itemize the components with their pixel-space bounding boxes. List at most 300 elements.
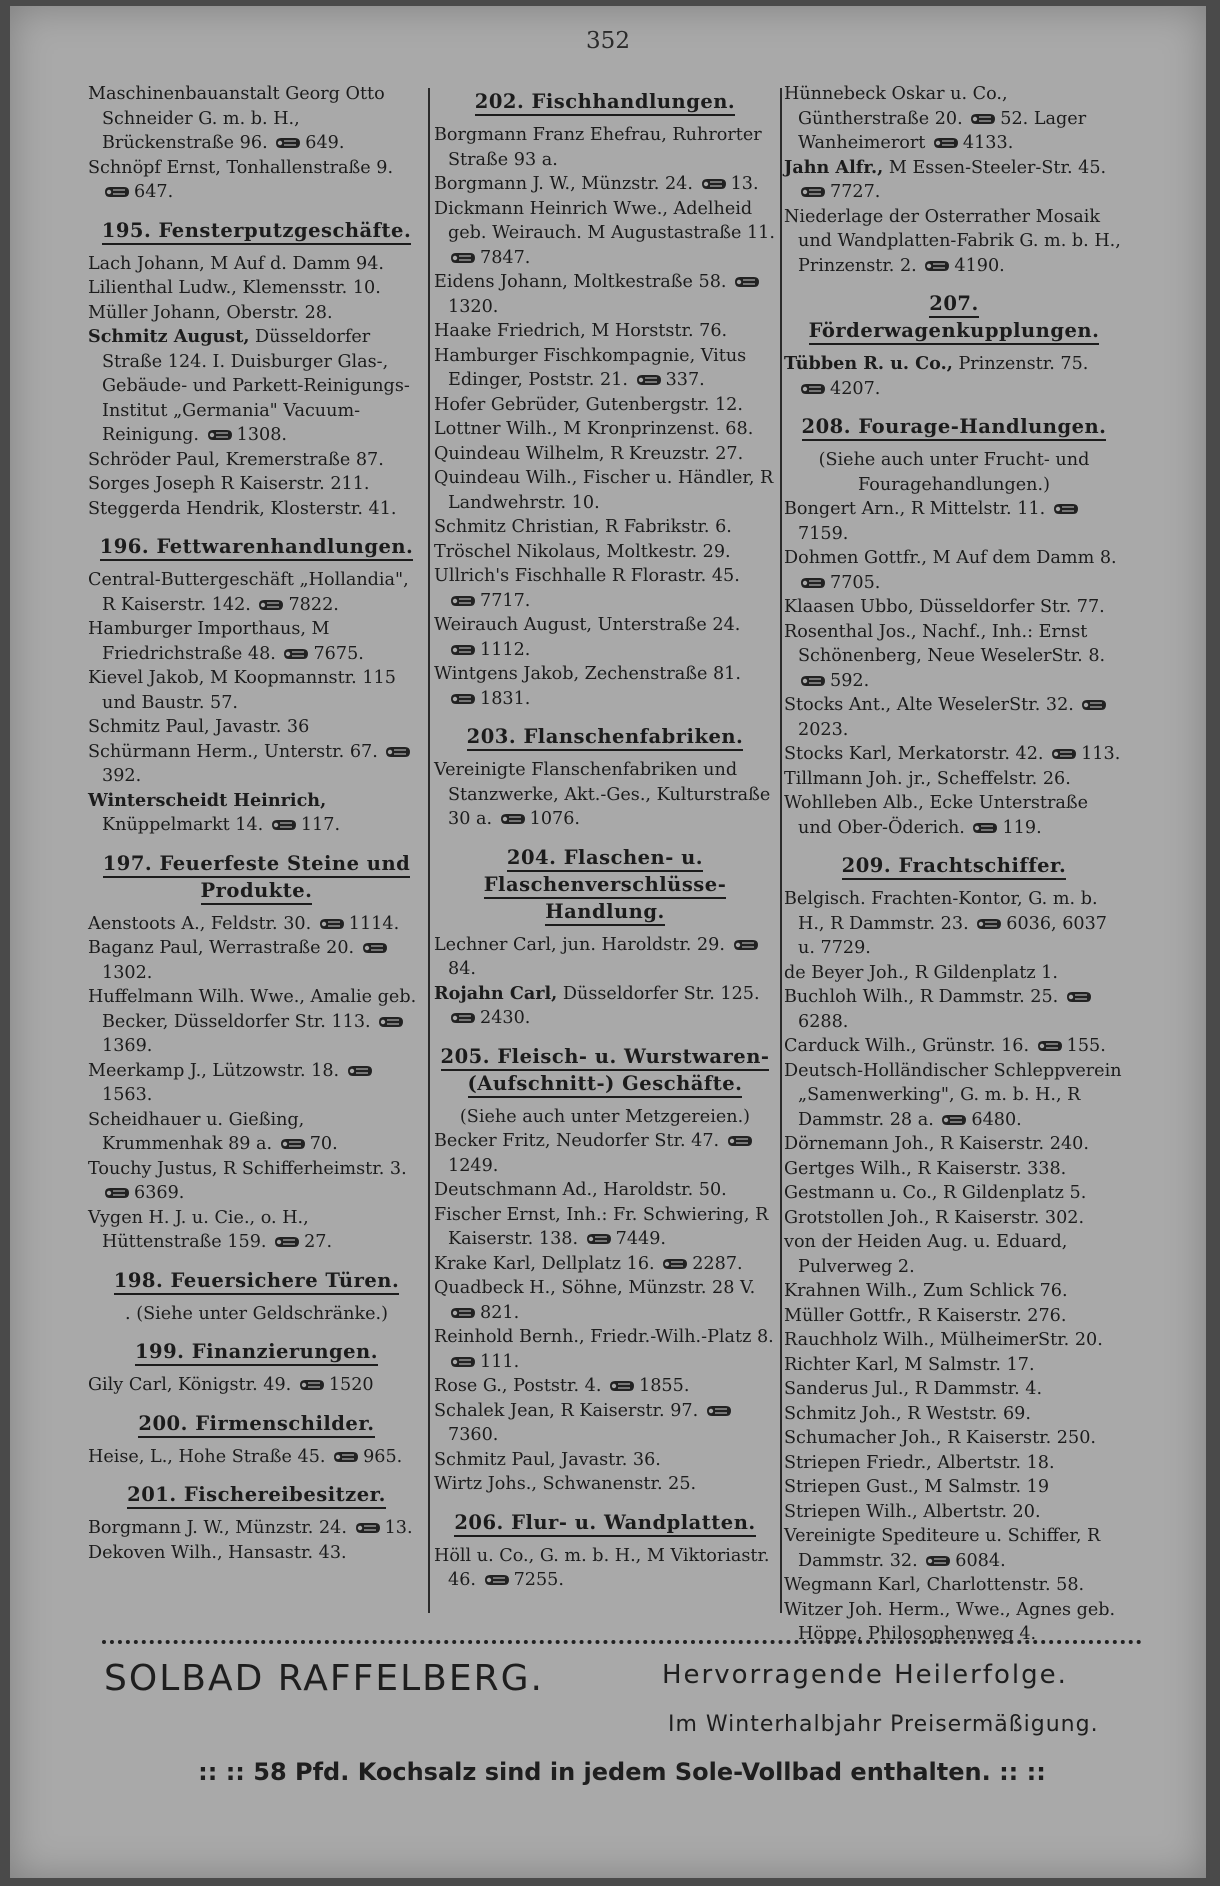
phone-number: 1855. xyxy=(639,1376,690,1396)
section-note: (Siehe auch unter Frucht- und Fouragehandlungen.) xyxy=(818,450,1090,495)
directory-entry xyxy=(784,497,1124,546)
entry-text: Schmitz Christian, R Fabrikstr. 6. xyxy=(434,517,732,537)
phone-number: 965. xyxy=(363,1446,403,1467)
telephone-icon xyxy=(1037,1039,1063,1053)
entry-text: Central-Buttergeschäft „Hollandia", R Kaiserstr. 142. xyxy=(88,570,409,615)
phone-number: 337. xyxy=(665,370,705,390)
entry-text: Borgmann Franz Ehefrau, Ruhrorter Straße 93 a. xyxy=(434,125,762,170)
directory-entry xyxy=(434,982,776,1031)
ad-slogan: Hervorragende Heilerfolge. xyxy=(662,1660,1068,1690)
telephone-icon xyxy=(662,1257,688,1271)
entry-text: Müller Gottfr., R Kaiserstr. 276. xyxy=(784,1305,1067,1326)
telephone-icon xyxy=(500,812,526,826)
entry-text: de Beyer Joh., R Gildenplatz 1. xyxy=(784,962,1058,983)
directory-section xyxy=(88,1267,425,1327)
entry-text: Striepen Friedr., Albertstr. 18. xyxy=(784,1452,1055,1473)
directory-entry xyxy=(434,515,776,540)
entry-text: Vereinigte Flanschenfabriken und Stanzwerke, Akt.-Ges., Kulturstraße 30 a. xyxy=(434,760,771,829)
phone-number: 119. xyxy=(1002,817,1042,838)
telephone-icon xyxy=(450,692,476,706)
phone-number: 111. xyxy=(480,1351,520,1372)
entry-text: Düsseldorfer Straße 124. I. Duisburger Glas-, Gebäude- und Parkett-Reinigungs-Institut „Germania" Vacuum-Reinigung. xyxy=(102,327,410,445)
entry-text: Becker Fritz, Neudorfer Str. 47. xyxy=(434,1131,720,1151)
entry-name: Tübben R. u. Co., xyxy=(784,353,953,374)
directory-entry xyxy=(784,1573,1124,1598)
telephone-icon xyxy=(271,818,297,832)
directory-entry xyxy=(88,156,425,205)
directory-entry xyxy=(434,1544,776,1593)
entry-text: Vereinigte Spediteure u. Schiffer, R Dammstr. 32. xyxy=(784,1526,1101,1571)
phone-number: 7717. xyxy=(480,590,531,611)
directory-entry xyxy=(434,1325,776,1374)
telephone-icon xyxy=(283,647,309,661)
phone-number: 7449. xyxy=(615,1229,667,1249)
directory-entry xyxy=(434,613,776,662)
directory-entry xyxy=(88,1108,425,1157)
telephone-icon xyxy=(450,1355,476,1369)
entry-text: Richter Karl, M Salmstr. 17. xyxy=(784,1354,1035,1375)
directory-section xyxy=(88,850,425,1255)
entry-text: Schnöpf Ernst, Tonhallenstraße 9. xyxy=(88,157,394,178)
entry-text: Witzer Joh. Herm., Wwe., Agnes geb. Höppe, Philosophenweg 4. xyxy=(784,1599,1116,1644)
entry-text: Tillmann Joh. jr., Scheffelstr. 26. xyxy=(784,768,1071,789)
phone-number: 4133. xyxy=(962,133,1014,153)
entry-text: Sanderus Jul., R Dammstr. 4. xyxy=(784,1379,1043,1399)
directory-entry xyxy=(784,1059,1124,1133)
telephone-icon xyxy=(941,1113,967,1127)
directory-entry xyxy=(784,1034,1124,1059)
telephone-icon xyxy=(207,428,233,442)
phone-number: 1249. xyxy=(448,1155,499,1176)
telephone-icon xyxy=(933,136,959,150)
directory-entry xyxy=(784,791,1124,840)
directory-section xyxy=(88,1410,425,1470)
directory-entry xyxy=(784,1304,1124,1329)
entry-text: Wirtz Johs., Schwanenstr. 25. xyxy=(434,1474,697,1494)
entry-text: Fischer Ernst, Inh.: Fr. Schwiering, R Kaiserstr. 138. xyxy=(434,1204,769,1249)
phone-number: 13. xyxy=(384,1518,413,1538)
directory-entry xyxy=(88,301,425,326)
directory-entry xyxy=(88,472,425,497)
phone-number: 1112. xyxy=(480,639,531,660)
telephone-icon xyxy=(355,1521,381,1535)
entry-text: Schmitz Paul, Javastr. 36 xyxy=(88,717,310,737)
entry-text: Vygen H. J. u. Cie., o. H., Hüttenstraße 159. xyxy=(88,1207,309,1252)
entry-text: Dickmann Heinrich Wwe., Adelheid geb. Weirauch. M Augustastraße 11. xyxy=(434,198,775,243)
entry-text: Ullrich's Fischhalle R Florastr. 45. xyxy=(434,566,740,586)
directory-entry xyxy=(784,767,1124,792)
directory-entry xyxy=(88,985,425,1059)
entry-text: Tröschel Nikolaus, Moltkestr. 29. xyxy=(434,541,731,562)
entry-text: M Essen-Steeler-Str. 45. xyxy=(888,157,1107,178)
entry-text: Bongert Arn., R Mittelstr. 11. xyxy=(784,499,1046,519)
directory-entry xyxy=(784,887,1124,961)
phone-number: 113. xyxy=(1081,744,1121,764)
telephone-icon xyxy=(450,1011,476,1025)
phone-number: 155. xyxy=(1066,1036,1106,1056)
telephone-icon xyxy=(362,941,388,955)
phone-number: 27. xyxy=(304,1232,333,1252)
entry-text: Stocks Ant., Alte WeselerStr. 32. xyxy=(784,695,1074,715)
directory-entry xyxy=(434,1472,776,1497)
section-heading xyxy=(88,1410,425,1437)
telephone-icon xyxy=(450,643,476,657)
entry-text: Striepen Wilh., Albertstr. 20. xyxy=(784,1501,1041,1522)
phone-number: 1520 xyxy=(328,1375,374,1395)
entry-text: Reinhold Bernh., Friedr.-Wilh.-Platz 8. xyxy=(434,1327,774,1347)
telephone-icon xyxy=(347,1064,373,1078)
entry-text: Kievel Jakob, M Koopmannstr. 115 und Baustr. 57. xyxy=(88,668,396,713)
section-heading xyxy=(434,723,776,750)
directory-entry xyxy=(434,1374,776,1399)
directory-entry xyxy=(434,393,776,418)
entry-text: Rauchholz Wilh., MülheimerStr. 20. xyxy=(784,1330,1103,1350)
directory-entry xyxy=(784,693,1124,742)
entry-text: Niederlage der Osterrather Mosaik und Wandplatten-Fabrik G. m. b. H., Prinzenstr. 2. xyxy=(784,206,1121,276)
section-heading-text: 201. Fischereibesitzer. xyxy=(127,1483,386,1509)
telephone-icon xyxy=(636,373,662,387)
entry-text: Quadbeck H., Söhne, Münzstr. 28 V. xyxy=(434,1278,756,1298)
directory-entry xyxy=(434,417,776,442)
directory-entry xyxy=(784,82,1124,156)
directory-entry xyxy=(88,617,425,666)
directory-entry xyxy=(434,442,776,467)
telephone-icon xyxy=(734,275,760,289)
directory-entry xyxy=(784,1132,1124,1157)
directory-entry xyxy=(434,270,776,319)
phone-number: 6288. xyxy=(798,1011,849,1032)
directory-entry xyxy=(434,1129,776,1178)
phone-number: 117. xyxy=(300,815,341,835)
directory-entry xyxy=(88,740,425,789)
telephone-icon xyxy=(972,821,998,835)
telephone-icon xyxy=(450,594,476,608)
directory-entry xyxy=(434,123,776,172)
telephone-icon xyxy=(385,745,411,759)
entry-text: Haake Friedrich, M Horststr. 76. xyxy=(434,321,728,341)
directory-page xyxy=(10,6,1206,1878)
phone-number: 6084. xyxy=(955,1550,1006,1571)
entry-text: Schmitz Joh., R Weststr. 69. xyxy=(784,1403,1031,1424)
phone-number: 2287. xyxy=(692,1253,743,1274)
directory-entry xyxy=(784,595,1124,620)
entry-text: Krake Karl, Dellplatz 16. xyxy=(434,1253,655,1274)
directory-entry xyxy=(784,205,1124,279)
entry-text: Dörnemann Joh., R Kaiserstr. 240. xyxy=(784,1134,1089,1154)
telephone-icon xyxy=(104,185,130,199)
ad-logo: SOLBAD RAFFELBERG. xyxy=(104,1658,544,1699)
directory-entry xyxy=(434,1448,776,1473)
entry-text: Dohmen Gottfr., M Auf dem Damm 8. xyxy=(784,548,1117,568)
entry-name: Jahn Alfr., xyxy=(784,156,884,178)
entry-text: Schürmann Herm., Unterstr. 67. xyxy=(88,741,378,762)
entry-text: Buchloh Wilh., R Dammstr. 25. xyxy=(784,987,1059,1007)
directory-section xyxy=(88,1338,425,1398)
phone-number: 2430. xyxy=(480,1008,531,1028)
entry-text: Carduck Wilh., Grünstr. 16. xyxy=(784,1036,1030,1056)
entry-text: Schumacher Joh., R Kaiserstr. 250. xyxy=(784,1428,1096,1448)
section-heading xyxy=(88,533,425,560)
directory-entry xyxy=(88,325,425,448)
directory-entry xyxy=(784,742,1124,767)
telephone-icon xyxy=(1066,990,1092,1004)
entry-text: von der Heiden Aug. u. Eduard, Pulverweg 2. xyxy=(784,1232,1068,1277)
directory-section xyxy=(784,290,1124,401)
directory-section xyxy=(784,852,1124,1647)
phone-number: 7159. xyxy=(798,523,849,544)
directory-entry xyxy=(784,546,1124,595)
telephone-icon xyxy=(586,1232,612,1246)
entry-text: Huffelmann Wilh. Wwe., Amalie geb. Becker, Düsseldorfer Str. 113. xyxy=(88,987,417,1032)
entry-text: Hofer Gebrüder, Gutenbergstr. 12. xyxy=(434,394,743,415)
directory-section xyxy=(784,413,1124,840)
directory-section xyxy=(434,88,776,711)
directory-entry xyxy=(88,936,425,985)
entry-name: Rojahn Carl, xyxy=(434,982,558,1004)
phone-number: 1076. xyxy=(529,809,581,829)
directory-entry xyxy=(784,1230,1124,1279)
directory-section xyxy=(88,1481,425,1565)
phone-number: 4207. xyxy=(830,378,881,399)
directory-entry xyxy=(434,1178,776,1203)
page-number: 352 xyxy=(586,28,630,54)
directory-entry xyxy=(784,1157,1124,1182)
telephone-icon xyxy=(925,1554,951,1568)
entry-text: Krahnen Wilh., Zum Schlick 76. xyxy=(784,1281,1068,1301)
ad-price-note: Im Winterhalbjahr Preisermäßigung. xyxy=(668,1712,1099,1737)
entry-text: Lilienthal Ludw., Klemensstr. 10. xyxy=(88,278,381,298)
telephone-icon xyxy=(1081,698,1107,712)
directory-entry xyxy=(434,1203,776,1252)
entry-text: Aenstoots A., Feldstr. 30. xyxy=(88,913,312,934)
telephone-icon xyxy=(450,1306,476,1320)
column-3 xyxy=(784,82,1124,1659)
entry-text: Gily Carl, Königstr. 49. xyxy=(88,1375,292,1395)
directory-entry xyxy=(784,620,1124,694)
directory-entry xyxy=(784,1181,1124,1206)
entry-text: Maschinenbauanstalt Georg Otto Schneider G. m. b. H., Brückenstraße 96. xyxy=(88,84,385,153)
entry-text: Lach Johann, M Auf d. Damm 94. xyxy=(88,253,384,274)
section-heading-text: 202. Fischhandlungen. xyxy=(475,90,735,116)
entry-text: Quindeau Wilh., Fischer u. Händler, R Landwehrstr. 10. xyxy=(434,468,774,513)
directory-section xyxy=(784,82,1124,278)
section-heading xyxy=(88,1481,425,1508)
telephone-icon xyxy=(970,112,996,126)
section-heading xyxy=(784,413,1124,440)
phone-number: 1114. xyxy=(348,913,400,934)
section-heading xyxy=(88,1338,425,1365)
telephone-icon xyxy=(333,1450,359,1464)
entry-text: Schröder Paul, Kremerstraße 87. xyxy=(88,449,384,470)
entry-text: Meerkamp J., Lützowstr. 18. xyxy=(88,1060,340,1081)
section-heading-text: 197. Feuerfeste Steine und Produkte. xyxy=(103,852,411,905)
section-heading-text: 205. Fleisch- u. Wurstwaren- (Aufschnitt-) Geschäfte. xyxy=(441,1045,770,1098)
telephone-icon xyxy=(800,674,826,688)
phone-number: 7255. xyxy=(513,1570,564,1590)
directory-entry xyxy=(784,1451,1124,1476)
section-heading xyxy=(434,1043,776,1097)
phone-number: 6369. xyxy=(134,1183,185,1203)
ad-salt-note: :: :: 58 Pfd. Kochsalz sind in jedem Sole-Vollbad enthalten. :: :: xyxy=(198,1758,1046,1786)
directory-entry xyxy=(784,1402,1124,1427)
entry-text: Rose G., Poststr. 4. xyxy=(434,1376,602,1396)
telephone-icon xyxy=(1051,747,1077,761)
phone-number: 392. xyxy=(102,766,142,786)
section-heading xyxy=(784,852,1124,879)
entry-text: Düsseldorfer Str. 125. xyxy=(562,983,760,1004)
section-heading-text: 206. Flur- u. Wandplatten. xyxy=(454,1511,755,1537)
telephone-icon xyxy=(275,136,301,150)
phone-number: 7360. xyxy=(448,1425,499,1445)
section-heading xyxy=(434,88,776,115)
phone-number: 1563. xyxy=(102,1085,153,1105)
telephone-icon xyxy=(104,1186,130,1200)
directory-entry xyxy=(784,961,1124,986)
entry-text: Borgmann J. W., Münzstr. 24. xyxy=(88,1518,347,1538)
phone-number: 13. xyxy=(730,174,759,194)
section-heading-text: 195. Fensterputzgeschäfte. xyxy=(102,219,412,245)
directory-section xyxy=(434,844,776,1031)
entry-text: Steggerda Hendrik, Klosterstr. 41. xyxy=(88,498,397,519)
entry-text: Wohlleben Alb., Ecke Unterstraße und Ober-Öderich. xyxy=(784,793,1089,838)
entry-text: Gestmann u. Co., R Gildenplatz 5. xyxy=(784,1183,1087,1203)
entry-text: Grotstollen Joh., R Kaiserstr. 302. xyxy=(784,1207,1085,1228)
column-1 xyxy=(88,82,425,1577)
entry-text: Eidens Johann, Moltkestraße 58. xyxy=(434,272,727,292)
directory-entry xyxy=(88,448,425,473)
directory-entry xyxy=(434,344,776,393)
section-heading-text: 209. Frachtschiffer. xyxy=(842,854,1067,880)
phone-number: 649. xyxy=(305,133,345,153)
section-heading-text: 207. Förderwagenkupplungen. xyxy=(809,292,1100,345)
phone-number: 7675. xyxy=(313,643,364,664)
entry-text: Höll u. Co., G. m. b. H., M Viktoriastr. 46. xyxy=(434,1545,770,1590)
directory-entry xyxy=(434,662,776,711)
entry-text: Hamburger Importhaus, M Friedrichstraße 48. xyxy=(88,619,330,664)
directory-entry xyxy=(434,1252,776,1277)
entry-text: Touchy Justus, R Schifferheimstr. 3. xyxy=(88,1158,407,1179)
section-heading xyxy=(434,844,776,925)
phone-number: 6036, 6037 u. 7729. xyxy=(798,913,1108,958)
directory-entry xyxy=(88,912,425,937)
entry-text: Rosenthal Jos., Nachf., Inh.: Ernst Schönenberg, Neue WeselerStr. 8. xyxy=(784,621,1106,666)
telephone-icon xyxy=(378,1015,404,1029)
section-heading-text: 203. Flanschenfabriken. xyxy=(467,725,744,751)
entry-text: Hamburger Fischkompagnie, Vitus Edinger, Poststr. 21. xyxy=(434,345,747,390)
phone-number: 1320. xyxy=(448,296,499,317)
telephone-icon xyxy=(976,917,1002,931)
phone-number: 4190. xyxy=(954,255,1005,276)
section-heading xyxy=(88,217,425,244)
telephone-icon xyxy=(609,1379,635,1393)
directory-section xyxy=(88,533,425,838)
directory-entry xyxy=(784,352,1124,401)
directory-section xyxy=(88,82,425,205)
directory-entry xyxy=(88,1059,425,1108)
directory-entry xyxy=(88,497,425,522)
directory-entry xyxy=(434,1276,776,1325)
telephone-icon xyxy=(280,1137,306,1151)
entry-text: Müller Johann, Oberstr. 28. xyxy=(88,302,333,323)
section-heading-text: 196. Fettwarenhandlungen. xyxy=(100,535,414,561)
advertisement xyxy=(102,1632,1142,1828)
entry-text: Striepen Gust., M Salmstr. 19 xyxy=(784,1477,1050,1497)
entry-text: Heise, L., Hohe Straße 45. xyxy=(88,1446,326,1467)
section-heading xyxy=(88,850,425,904)
telephone-icon xyxy=(800,382,826,396)
telephone-icon xyxy=(450,251,476,265)
entry-text: Prinzenstr. 75. xyxy=(958,354,1089,374)
directory-entry xyxy=(434,319,776,344)
entry-text: Klaasen Ubbo, Düsseldorfer Str. 77. xyxy=(784,597,1105,617)
entry-text: Schalek Jean, R Kaiserstr. 97. xyxy=(434,1400,699,1421)
entry-name: Schmitz August, xyxy=(88,326,250,347)
directory-entry xyxy=(434,466,776,515)
telephone-icon xyxy=(924,259,950,273)
entry-text: Borgmann J. W., Münzstr. 24. xyxy=(434,174,693,194)
entry-text: Hünnebeck Oskar u. Co., Güntherstraße 20. xyxy=(784,84,1008,129)
phone-number: 1831. xyxy=(480,688,531,709)
directory-entry xyxy=(88,1445,425,1470)
entry-text: Wegmann Karl, Charlottenstr. 58. xyxy=(784,1575,1085,1595)
directory-entry xyxy=(88,715,425,740)
entry-text: Schmitz Paul, Javastr. 36. xyxy=(434,1449,661,1470)
telephone-icon xyxy=(299,1378,325,1392)
directory-entry xyxy=(784,1377,1124,1402)
section-heading-text: 198. Feuersichere Türen. xyxy=(114,1269,399,1295)
phone-number: 52. Lager Wanheimerort xyxy=(798,108,1087,153)
entry-text: Wintgens Jakob, Zechenstraße 81. xyxy=(434,664,741,684)
phone-number: 2023. xyxy=(798,719,849,740)
directory-entry xyxy=(784,1475,1124,1500)
directory-section xyxy=(434,1043,776,1497)
directory-entry xyxy=(88,276,425,301)
section-heading-text: 200. Firmenschilder. xyxy=(138,1412,374,1438)
directory-entry xyxy=(434,1399,776,1448)
phone-number: 7847. xyxy=(480,247,531,268)
directory-entry xyxy=(784,1206,1124,1231)
directory-entry xyxy=(88,568,425,617)
section-heading xyxy=(88,1267,425,1294)
phone-number: 1302. xyxy=(102,962,153,983)
directory-entry xyxy=(434,172,776,197)
directory-entry xyxy=(88,252,425,277)
directory-entry xyxy=(434,758,776,832)
ad-border xyxy=(102,1640,1142,1644)
directory-entry xyxy=(784,1524,1124,1573)
entry-text: Dekoven Wilh., Hansastr. 43. xyxy=(88,1542,347,1563)
directory-entry xyxy=(784,985,1124,1034)
section-note: . (Siehe unter Geldschränke.) xyxy=(125,1303,388,1324)
entry-text: Knüppelmarkt 14. xyxy=(102,815,264,835)
directory-section xyxy=(88,217,425,522)
section-heading-text: 204. Flaschen- u. Flaschenverschlüsse-Handlung. xyxy=(484,846,727,926)
directory-entry xyxy=(88,82,425,156)
directory-entry xyxy=(784,156,1124,205)
section-heading xyxy=(784,290,1124,344)
phone-number: 84. xyxy=(448,959,476,979)
phone-number: 7822. xyxy=(288,594,339,615)
telephone-icon xyxy=(274,1235,300,1249)
phone-number: 821. xyxy=(480,1302,520,1323)
entry-text: Baganz Paul, Werrastraße 20. xyxy=(88,938,355,958)
directory-entry xyxy=(784,1279,1124,1304)
directory-entry xyxy=(88,1373,425,1398)
directory-entry xyxy=(88,666,425,715)
telephone-icon xyxy=(800,185,826,199)
entry-text: Lottner Wilh., M Kronprinzenst. 68. xyxy=(434,419,754,439)
entry-text: Quindeau Wilhelm, R Kreuzstr. 27. xyxy=(434,443,744,464)
